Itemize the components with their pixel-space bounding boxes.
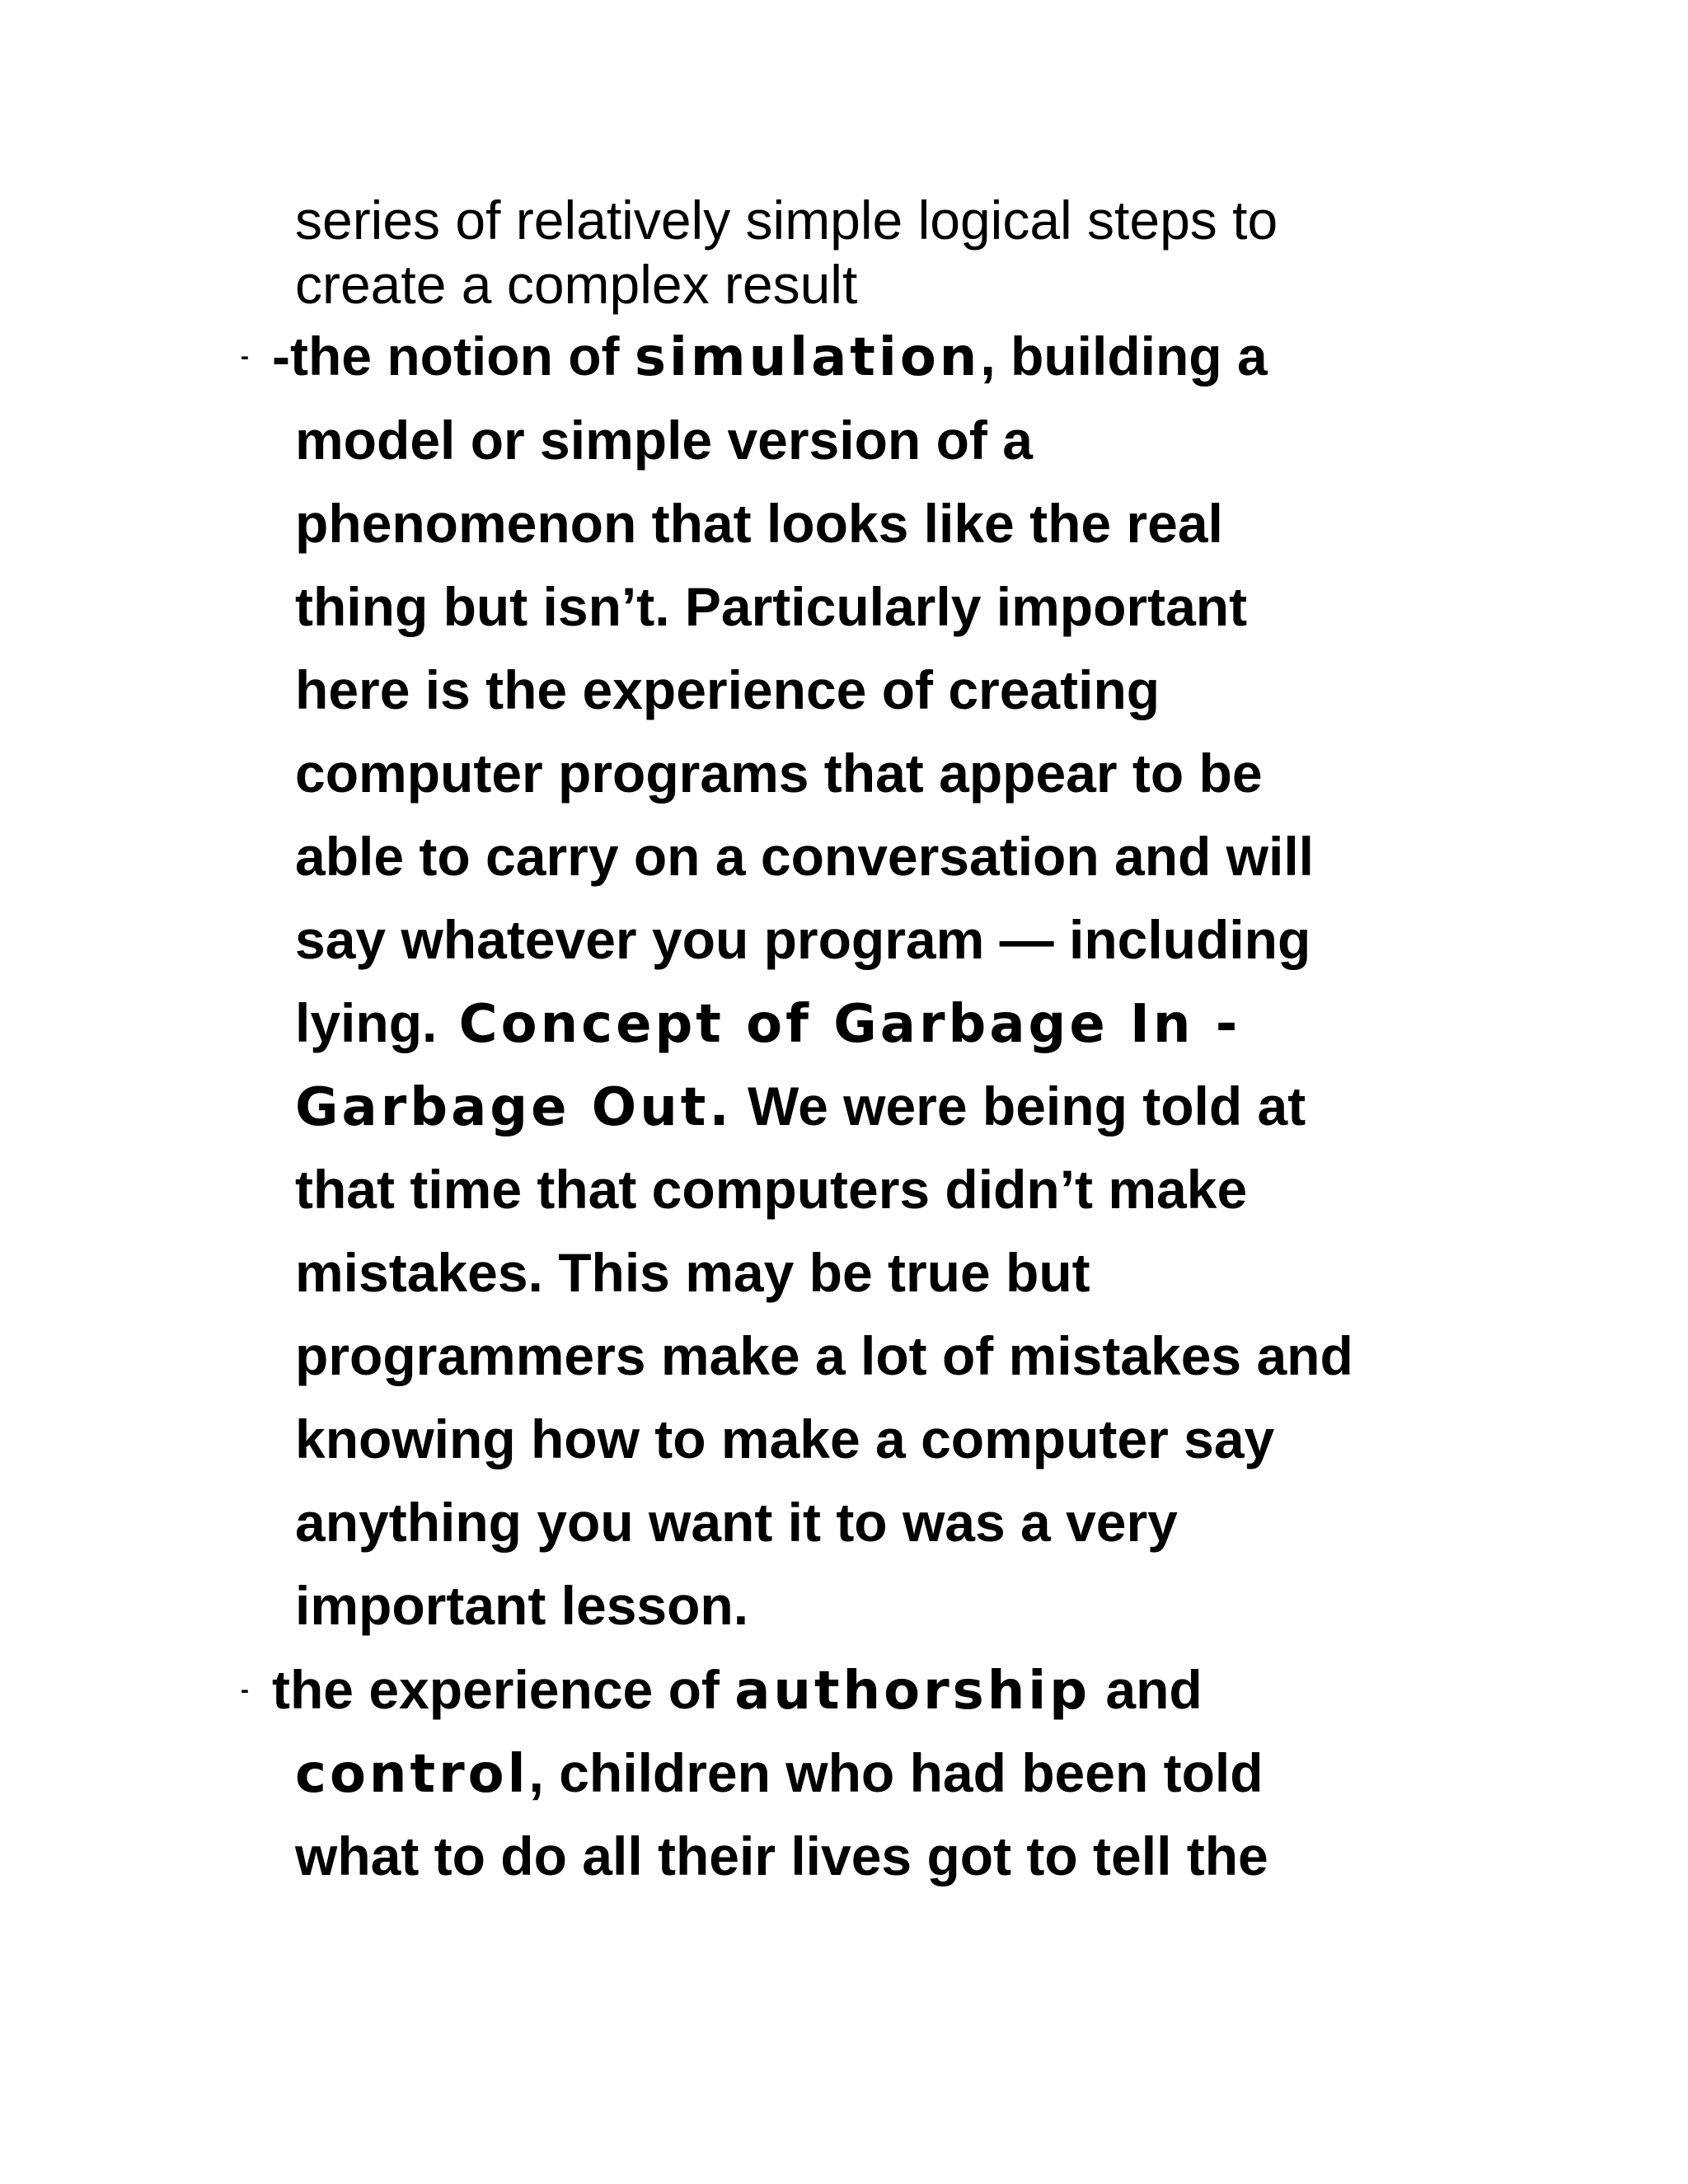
- bullet-line: knowing how to make a computer say: [295, 1408, 1275, 1469]
- bullet-line: phenomenon that looks like the real: [295, 493, 1223, 554]
- intro-line-1: series of relatively simple logical steps to: [295, 190, 1278, 251]
- bullet-line: mistakes. This may be true but: [295, 1242, 1090, 1303]
- emphasis-term-garbage-out: Garbage Out.: [295, 1077, 733, 1138]
- intro-paragraph: [295, 188, 1449, 316]
- bullet-marker: -: [241, 1676, 249, 1704]
- text-run: and: [1090, 1659, 1203, 1720]
- bullet-line: important lesson.: [295, 1575, 749, 1636]
- text-run: , children who had been told: [528, 1742, 1264, 1803]
- bullet-line: say whatever you program — including: [295, 909, 1311, 970]
- bullet-marker: -: [241, 343, 249, 370]
- emphasis-term-authorship: authorship: [734, 1661, 1091, 1722]
- text-run: -the notion of: [272, 326, 635, 387]
- bullet-line: [295, 1073, 1306, 1141]
- bullet-line: here is the experience of creating: [295, 659, 1160, 720]
- bullet-line: [295, 990, 1240, 1057]
- bullet-line: model or simple version of a: [295, 410, 1033, 471]
- bullet-line: [272, 323, 1268, 391]
- emphasis-term-garbage-in: Concept of Garbage In -: [437, 994, 1241, 1055]
- intro-line-2: create a complex result: [295, 254, 858, 315]
- text-run: We were being told at: [732, 1076, 1306, 1137]
- text-run: the experience of: [272, 1659, 735, 1720]
- text-run: , building a: [980, 326, 1268, 387]
- bullet-line: computer programs that appear to be: [295, 743, 1263, 804]
- bullet-line: programmers make a lot of mistakes and: [295, 1325, 1353, 1386]
- bullet-line: [272, 1657, 1203, 1724]
- emphasis-term-simulation: simulation: [634, 327, 981, 388]
- emphasis-term-control: control: [295, 1744, 529, 1805]
- bullet-line: [295, 1740, 1264, 1807]
- text-run: lying.: [295, 992, 438, 1053]
- bullet-line: that time that computers didn’t make: [295, 1159, 1248, 1220]
- bullet-line: able to carry on a conversation and will: [295, 826, 1315, 887]
- bullet-line: anything you want it to was a very: [295, 1492, 1178, 1553]
- bullet-line: what to do all their lives got to tell the: [295, 1825, 1268, 1886]
- bullet-line: thing but isn’t. Particularly important: [295, 576, 1248, 637]
